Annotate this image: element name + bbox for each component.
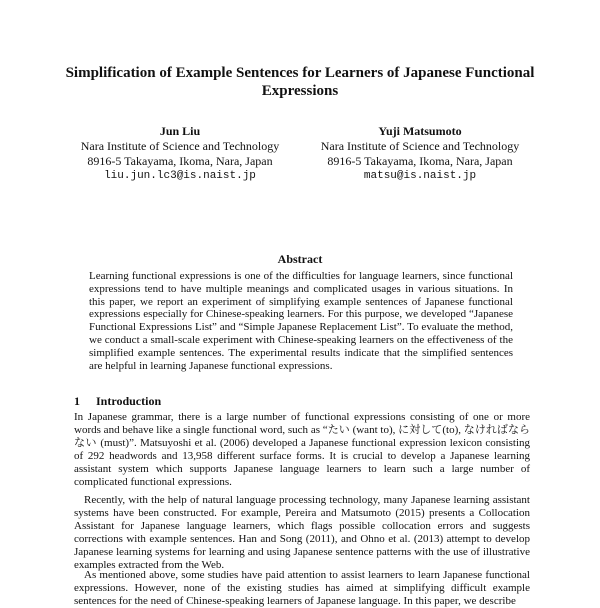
author-email: liu.jun.lc3@is.naist.jp xyxy=(104,170,256,182)
section-title: Introduction xyxy=(96,394,162,408)
body-paragraph: Recently, with the help of natural language processing technology, many Japanese learning assistant systems have been constructed. For example, Pereira and Matsumoto (2015) presents a Collocation Assistant for Japanese language learners, which flags possible collocation errors and suggests corrections with example sentences. Han and Song (2011), and Ohno et al. (2013) attempt to develop Japanese learning systems for learning and using Japanese sentence patterns with the use of illustrative examples extracted from the Web. xyxy=(74,494,530,571)
author-name: Yuji Matsumoto xyxy=(378,124,462,138)
paper-title: Simplification of Example Sentences for Learners of Japanese Functional Expressions xyxy=(65,65,535,99)
author-affiliation: Nara Institute of Science and Technology xyxy=(320,139,520,153)
author-name: Jun Liu xyxy=(159,124,201,138)
section-heading xyxy=(74,394,161,409)
author-affiliation: Nara Institute of Science and Technology xyxy=(80,139,280,153)
author-block-1 xyxy=(60,124,300,184)
abstract-heading: Abstract xyxy=(277,252,323,266)
body-paragraph: In Japanese grammar, there is a large number of functional expressions consisting of one or more words and behave like a single functional word, such as “たい (want to), に対して(to), なければならない (must)”. Matsuyoshi et al. (2006) developed a Japanese functional expression lexicon consisting of 292 headwords and 13,958 different surface forms. It is crucial to develop a Japanese learning assistant system which supports Japanese language learners to learn such a large number of complicated functional expressions. xyxy=(74,411,530,488)
section-number: 1 xyxy=(74,394,80,408)
body-paragraph: As mentioned above, some studies have paid attention to assist learners to learn Japanese functional expressions. However, none of the existing studies has aimed at simplifying difficult example sentences for the need of Chinese-speaking learners of Japanese language. In this paper, we describe xyxy=(74,569,530,607)
author-address: 8916-5 Takayama, Ikoma, Nara, Japan xyxy=(87,154,273,168)
author-block-2 xyxy=(300,124,540,184)
author-email: matsu@is.naist.jp xyxy=(363,170,477,182)
author-address: 8916-5 Takayama, Ikoma, Nara, Japan xyxy=(327,154,513,168)
abstract-text: Learning functional expressions is one of the difficulties for language learners, since functional expressions tend to have multiple meanings and complicated usages in various situations. In this paper, we report an experiment of simplifying example sentences of Japanese functional expressions especially for Chinese-speaking learners. For this purpose, we developed “Japanese Functional Expressions List” and “Simple Japanese Replacement List”. To evaluate the method, we conduct a small-scale experiment with Chinese-speaking learners on the effectiveness of the simplified example sentences. The experimental results indicate that the simplified sentences are helpful in learning Japanese functional expressions. xyxy=(89,270,513,372)
